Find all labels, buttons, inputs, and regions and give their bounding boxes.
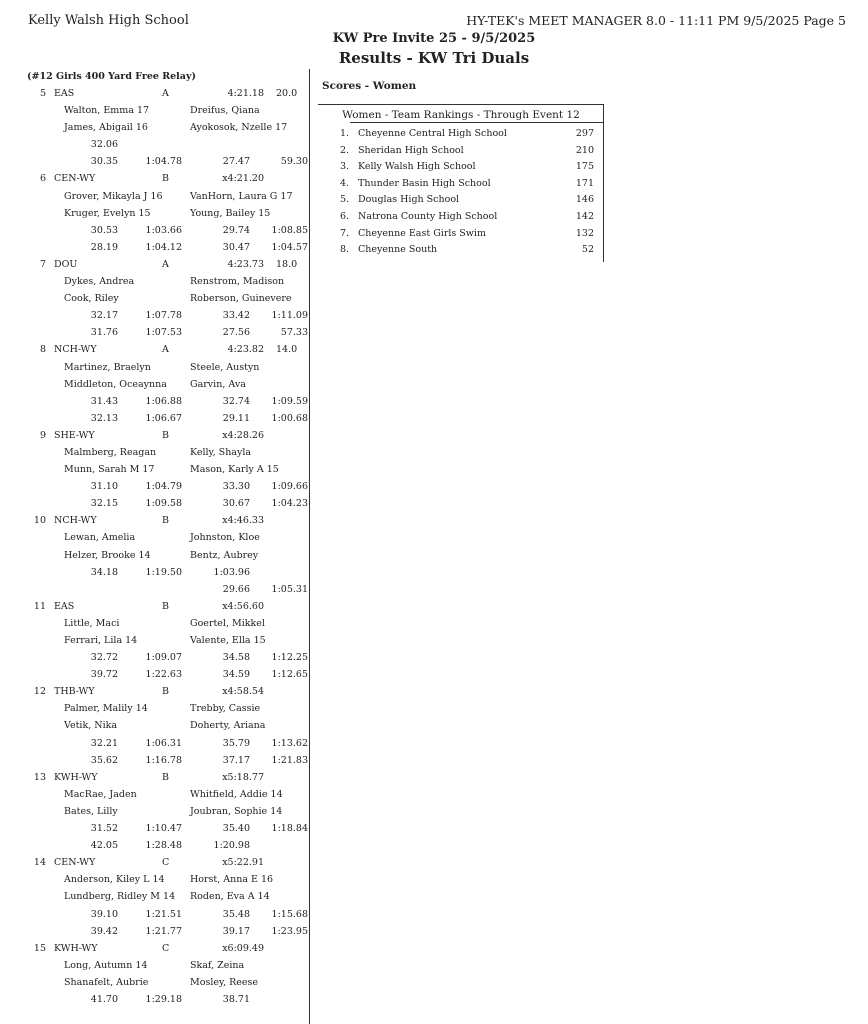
swimmer-name: Little, Maci bbox=[64, 617, 120, 629]
team-name: CEN-WY bbox=[54, 857, 96, 869]
split-time: 35.48 bbox=[222, 908, 250, 920]
place-number: 9 bbox=[39, 429, 46, 441]
split-time: 32.74 bbox=[222, 395, 250, 407]
swimmer-row bbox=[0, 464, 309, 481]
rank-number: 1. bbox=[340, 128, 350, 139]
split-time: 1:09.58 bbox=[145, 498, 182, 510]
split-time: 30.47 bbox=[222, 241, 250, 253]
results-title: Results - KW Tri Duals bbox=[338, 49, 530, 67]
swimmer-row bbox=[0, 532, 309, 549]
team-name: DOU bbox=[54, 258, 78, 270]
ranking-row bbox=[318, 228, 604, 244]
relay-letter: B bbox=[162, 686, 169, 698]
swimmer-row bbox=[0, 379, 309, 396]
swimmer-name: Garvin, Ava bbox=[190, 378, 246, 390]
rankings-title: Women - Team Rankings - Through Event 12 bbox=[342, 109, 580, 121]
ranking-row bbox=[318, 194, 604, 210]
swimmer-name: Mason, Karly A 15 bbox=[190, 464, 279, 476]
swimmer-name: VanHorn, Laura G 17 bbox=[190, 190, 293, 202]
split-row bbox=[0, 909, 309, 926]
split-time: 29.66 bbox=[222, 583, 250, 595]
split-row bbox=[0, 567, 309, 584]
relay-team-row bbox=[0, 686, 309, 703]
swimmer-name: Skaf, Zeina bbox=[190, 959, 245, 971]
ranking-score: 52 bbox=[581, 244, 594, 256]
relay-letter: A bbox=[162, 344, 169, 356]
rank-number: 4. bbox=[340, 177, 350, 189]
split-time: 31.52 bbox=[90, 823, 118, 835]
split-row bbox=[0, 584, 309, 601]
split-time: 1:04.12 bbox=[145, 241, 182, 253]
relay-time: x4:56.60 bbox=[222, 600, 264, 612]
split-time: 1:06.31 bbox=[145, 737, 182, 749]
split-time: 27.56 bbox=[222, 327, 250, 339]
team-name: CEN-WY bbox=[54, 173, 96, 185]
swimmer-name: Munn, Sarah M 17 bbox=[64, 464, 155, 476]
swimmer-name: Valente, Ella 15 bbox=[190, 635, 266, 646]
swimmer-row bbox=[0, 362, 309, 379]
relay-results bbox=[0, 88, 309, 1011]
ranking-score: 210 bbox=[575, 144, 594, 156]
relay-letter: C bbox=[162, 857, 170, 869]
swimmer-name: Shanafelt, Aubrie bbox=[64, 976, 149, 988]
split-time: 42.05 bbox=[90, 840, 118, 852]
split-time: 31.76 bbox=[90, 327, 118, 339]
split-time: 1:10.47 bbox=[145, 823, 182, 835]
rank-number: 7. bbox=[340, 227, 350, 239]
split-time: 1:22.63 bbox=[145, 669, 182, 681]
ranking-team-name: Kelly Walsh High School bbox=[358, 161, 476, 173]
relay-team-row bbox=[0, 601, 309, 618]
swimmer-name: Mosley, Reese bbox=[190, 976, 259, 988]
place-number: 7 bbox=[39, 258, 46, 270]
split-time: 1:04.23 bbox=[271, 498, 308, 510]
swimmer-row bbox=[0, 977, 309, 994]
ranking-score: 146 bbox=[575, 194, 594, 206]
relay-time: x4:58.54 bbox=[222, 686, 264, 698]
split-row bbox=[0, 652, 309, 669]
rank-number: 6. bbox=[340, 211, 350, 222]
split-time: 32.13 bbox=[90, 412, 118, 424]
swimmer-name: Ayokosok, Nzelle 17 bbox=[190, 122, 288, 134]
swimmer-name: Vetik, Nika bbox=[64, 720, 118, 732]
swimmer-row bbox=[0, 789, 309, 806]
relay-team-row bbox=[0, 772, 309, 789]
swimmer-name: Renstrom, Madison bbox=[190, 276, 285, 288]
meet-title: KW Pre Invite 25 - 9/5/2025 bbox=[332, 31, 536, 46]
swimmer-name: Palmer, Malily 14 bbox=[64, 703, 148, 715]
team-name: NCH-WY bbox=[54, 515, 97, 527]
scores-title: Scores - Women bbox=[322, 80, 417, 92]
relay-letter: A bbox=[162, 88, 169, 99]
split-time: 34.18 bbox=[90, 566, 118, 578]
relay-letter: B bbox=[162, 771, 169, 783]
swimmer-row bbox=[0, 806, 309, 823]
swimmer-name: Grover, Mikayla J 16 bbox=[64, 190, 163, 202]
split-time: 1:12.65 bbox=[271, 669, 308, 681]
ranking-team-name: Cheyenne South bbox=[358, 244, 438, 256]
split-time: 35.40 bbox=[222, 823, 250, 835]
split-time: 27.47 bbox=[222, 156, 250, 168]
split-time: 35.79 bbox=[222, 737, 250, 749]
ranking-row bbox=[318, 178, 604, 194]
ranking-score: 297 bbox=[575, 128, 594, 139]
split-row bbox=[0, 669, 309, 686]
relay-letter: B bbox=[162, 173, 169, 185]
split-time: 1:07.53 bbox=[145, 327, 182, 339]
split-time: 1:23.95 bbox=[271, 925, 308, 937]
swimmer-name: Bates, Lilly bbox=[64, 805, 118, 817]
split-time: 30.53 bbox=[90, 224, 118, 236]
split-row bbox=[0, 396, 309, 413]
swimmer-name: Trebby, Cassie bbox=[190, 703, 261, 715]
relay-team-row bbox=[0, 88, 309, 105]
place-number: 11 bbox=[33, 600, 46, 612]
split-row bbox=[0, 139, 309, 156]
split-time: 1:04.78 bbox=[145, 156, 182, 168]
rankings-title-rule bbox=[350, 122, 604, 123]
split-time: 1:21.77 bbox=[145, 925, 182, 937]
team-name: KWH-WY bbox=[54, 771, 98, 783]
split-time: 59.30 bbox=[280, 156, 308, 168]
relay-team-row bbox=[0, 857, 309, 874]
split-row bbox=[0, 926, 309, 943]
split-time: 1:21.51 bbox=[145, 908, 182, 920]
swimmer-row bbox=[0, 208, 309, 225]
swimmer-row bbox=[0, 635, 309, 652]
split-time: 32.17 bbox=[90, 310, 118, 322]
split-time: 1:03.96 bbox=[213, 566, 250, 578]
rank-number: 5. bbox=[340, 194, 350, 206]
place-number: 5 bbox=[39, 88, 46, 99]
split-time: 38.71 bbox=[222, 993, 250, 1005]
ranking-team-name: Thunder Basin High School bbox=[358, 177, 491, 189]
split-time: 1:08.85 bbox=[271, 224, 308, 236]
split-row bbox=[0, 823, 309, 840]
team-name: KWH-WY bbox=[54, 942, 98, 954]
split-time: 34.58 bbox=[222, 652, 250, 664]
relay-time: 4:23.73 bbox=[227, 258, 264, 270]
split-time: 1:16.78 bbox=[145, 754, 182, 766]
relay-time: 4:21.18 bbox=[227, 88, 264, 99]
split-time: 1:20.98 bbox=[213, 840, 250, 852]
split-time: 32.21 bbox=[90, 737, 118, 749]
swimmer-name: Lewan, Amelia bbox=[64, 532, 136, 544]
swimmer-row bbox=[0, 550, 309, 567]
place-number: 8 bbox=[39, 344, 46, 356]
swimmer-row bbox=[0, 105, 309, 122]
team-name: EAS bbox=[54, 600, 75, 612]
swimmer-name: Ferrari, Lila 14 bbox=[64, 635, 138, 646]
split-time: 1:09.07 bbox=[145, 652, 182, 664]
split-time: 1:18.84 bbox=[271, 823, 308, 835]
relay-team-row bbox=[0, 259, 309, 276]
split-time: 39.42 bbox=[90, 925, 118, 937]
swimmer-name: Anderson, Kiley L 14 bbox=[64, 874, 165, 886]
split-time: 32.15 bbox=[90, 498, 118, 510]
swimmer-name: Doherty, Ariana bbox=[190, 720, 266, 732]
swimmer-name: Walton, Emma 17 bbox=[64, 105, 150, 117]
swimmer-name: Lundberg, Ridley M 14 bbox=[64, 891, 176, 903]
swimmer-name: Long, Autumn 14 bbox=[64, 959, 148, 971]
swimmer-row bbox=[0, 720, 309, 737]
relay-time: x4:28.26 bbox=[222, 429, 264, 441]
ranking-team-name: Douglas High School bbox=[358, 194, 460, 206]
split-time: 1:06.88 bbox=[145, 395, 182, 407]
split-row bbox=[0, 994, 309, 1011]
split-time: 30.67 bbox=[222, 498, 250, 510]
relay-time: x6:09.49 bbox=[222, 942, 264, 954]
software-header: HY-TEK's MEET MANAGER 8.0 - 11:11 PM 9/5/2025 Page 5 bbox=[466, 13, 846, 28]
ranking-team-name: Cheyenne East Girls Swim bbox=[358, 227, 486, 239]
split-time: 29.74 bbox=[222, 224, 250, 236]
swimmer-name: MacRae, Jaden bbox=[64, 788, 137, 800]
split-time: 1:03.66 bbox=[145, 224, 182, 236]
ranking-row bbox=[318, 244, 604, 260]
split-time: 1:21.83 bbox=[271, 754, 308, 766]
split-row bbox=[0, 225, 309, 242]
swimmer-row bbox=[0, 191, 309, 208]
split-time: 31.10 bbox=[90, 481, 118, 493]
ranking-score: 171 bbox=[575, 177, 594, 189]
swimmer-row bbox=[0, 703, 309, 720]
swimmer-name: Roden, Eva A 14 bbox=[190, 891, 270, 903]
split-row bbox=[0, 498, 309, 515]
ranking-row bbox=[318, 161, 604, 177]
swimmer-name: Cook, Riley bbox=[64, 293, 119, 305]
team-name: EAS bbox=[54, 88, 75, 99]
column-divider bbox=[309, 69, 310, 1024]
split-time: 1:07.78 bbox=[145, 310, 182, 322]
swimmer-name: Martinez, Braelyn bbox=[64, 361, 151, 373]
team-rankings bbox=[318, 104, 604, 262]
swimmer-row bbox=[0, 874, 309, 891]
relay-team-row bbox=[0, 173, 309, 190]
team-name: NCH-WY bbox=[54, 344, 97, 356]
swimmer-name: Johnston, Kloe bbox=[190, 532, 260, 544]
relay-time: x4:46.33 bbox=[222, 515, 264, 527]
split-time: 37.17 bbox=[222, 754, 250, 766]
relay-points: 20.0 bbox=[276, 88, 298, 99]
split-time: 1:09.66 bbox=[271, 481, 308, 493]
swimmer-row bbox=[0, 122, 309, 139]
split-time: 29.11 bbox=[222, 412, 250, 424]
split-time: 39.10 bbox=[90, 908, 118, 920]
split-time: 1:06.67 bbox=[145, 412, 182, 424]
split-time: 57.33 bbox=[280, 327, 308, 339]
split-time: 30.35 bbox=[90, 156, 118, 168]
split-row bbox=[0, 327, 309, 344]
place-number: 6 bbox=[39, 173, 46, 185]
split-time: 1:28.48 bbox=[145, 840, 182, 852]
relay-time: 4:23.82 bbox=[227, 344, 264, 356]
ranking-row bbox=[318, 211, 604, 227]
swimmer-name: Dreifus, Qiana bbox=[190, 105, 260, 117]
rank-number: 3. bbox=[340, 161, 350, 173]
swimmer-name: Joubran, Sophie 14 bbox=[190, 805, 283, 817]
split-row bbox=[0, 310, 309, 327]
swimmer-name: Horst, Anna E 16 bbox=[190, 874, 274, 886]
split-time: 33.42 bbox=[222, 310, 250, 322]
swimmer-row bbox=[0, 447, 309, 464]
relay-letter: B bbox=[162, 600, 169, 612]
relay-team-row bbox=[0, 943, 309, 960]
split-time: 1:11.09 bbox=[271, 310, 308, 322]
ranking-team-name: Natrona County High School bbox=[358, 211, 498, 222]
split-time: 1:04.57 bbox=[271, 241, 308, 253]
swimmer-row bbox=[0, 960, 309, 977]
split-time: 1:15.68 bbox=[271, 908, 308, 920]
split-time: 32.06 bbox=[90, 139, 118, 151]
relay-points: 18.0 bbox=[276, 258, 298, 270]
swimmer-name: Helzer, Brooke 14 bbox=[64, 549, 151, 561]
split-time: 39.72 bbox=[90, 669, 118, 681]
relay-team-row bbox=[0, 430, 309, 447]
split-time: 31.43 bbox=[90, 395, 118, 407]
split-time: 1:19.50 bbox=[145, 566, 182, 578]
swimmer-name: Dykes, Andrea bbox=[64, 276, 135, 288]
swimmer-name: Kelly, Shayla bbox=[190, 446, 252, 458]
split-time: 28.19 bbox=[90, 241, 118, 253]
swimmer-name: James, Abigail 16 bbox=[64, 122, 148, 134]
swimmer-name: Kruger, Evelyn 15 bbox=[64, 207, 151, 219]
split-row bbox=[0, 242, 309, 259]
place-number: 10 bbox=[33, 515, 46, 527]
split-time: 41.70 bbox=[90, 993, 118, 1005]
split-time: 1:09.59 bbox=[271, 395, 308, 407]
swimmer-row bbox=[0, 618, 309, 635]
ranking-row bbox=[318, 128, 604, 144]
rank-number: 8. bbox=[340, 244, 350, 256]
split-time: 1:12.25 bbox=[271, 652, 308, 664]
relay-time: x5:18.77 bbox=[222, 771, 264, 783]
swimmer-name: Middleton, Oceaynna bbox=[64, 378, 167, 390]
team-name: THB-WY bbox=[54, 686, 95, 698]
split-time: 34.59 bbox=[222, 669, 250, 681]
relay-time: x4:21.20 bbox=[222, 173, 264, 185]
place-number: 14 bbox=[33, 857, 46, 869]
split-time: 1:00.68 bbox=[271, 412, 308, 424]
split-row bbox=[0, 738, 309, 755]
split-row bbox=[0, 755, 309, 772]
rankings-top-rule bbox=[318, 104, 604, 105]
split-time: 1:13.62 bbox=[271, 737, 308, 749]
relay-team-row bbox=[0, 344, 309, 361]
split-row bbox=[0, 481, 309, 498]
swimmer-name: Malmberg, Reagan bbox=[64, 446, 157, 458]
relay-team-row bbox=[0, 515, 309, 532]
event-title: (#12 Girls 400 Yard Free Relay) bbox=[27, 71, 196, 82]
relay-letter: C bbox=[162, 942, 170, 954]
ranking-team-name: Cheyenne Central High School bbox=[358, 128, 507, 139]
swimmer-name: Whitfield, Addie 14 bbox=[190, 788, 283, 800]
swimmer-row bbox=[0, 276, 309, 293]
swimmer-row bbox=[0, 891, 309, 908]
school-name: Kelly Walsh High School bbox=[28, 13, 189, 28]
swimmer-name: Young, Bailey 15 bbox=[190, 207, 271, 219]
split-row bbox=[0, 413, 309, 430]
team-name: SHE-WY bbox=[54, 429, 95, 441]
place-number: 15 bbox=[33, 942, 46, 954]
split-time: 1:04.79 bbox=[145, 481, 182, 493]
swimmer-name: Steele, Austyn bbox=[190, 361, 260, 373]
ranking-score: 175 bbox=[575, 161, 594, 173]
place-number: 13 bbox=[33, 771, 46, 783]
relay-letter: A bbox=[162, 258, 169, 270]
split-time: 39.17 bbox=[222, 925, 250, 937]
split-time: 32.72 bbox=[90, 652, 118, 664]
relay-letter: B bbox=[162, 429, 169, 441]
split-time: 1:29.18 bbox=[145, 993, 182, 1005]
ranking-score: 142 bbox=[575, 211, 594, 222]
swimmer-name: Bentz, Aubrey bbox=[190, 549, 259, 561]
swimmer-row bbox=[0, 293, 309, 310]
rank-number: 2. bbox=[340, 144, 350, 156]
split-time: 35.62 bbox=[90, 754, 118, 766]
relay-time: x5:22.91 bbox=[222, 857, 264, 869]
ranking-score: 132 bbox=[575, 227, 594, 239]
relay-letter: B bbox=[162, 515, 169, 527]
split-time: 1:05.31 bbox=[271, 583, 308, 595]
ranking-row bbox=[318, 145, 604, 161]
relay-points: 14.0 bbox=[276, 344, 298, 356]
place-number: 12 bbox=[33, 686, 46, 698]
split-row bbox=[0, 156, 309, 173]
swimmer-name: Roberson, Guinevere bbox=[190, 293, 292, 305]
split-time: 33.30 bbox=[222, 481, 250, 493]
ranking-team-name: Sheridan High School bbox=[358, 144, 464, 156]
split-row bbox=[0, 840, 309, 857]
swimmer-name: Goertel, Mikkel bbox=[190, 617, 265, 629]
